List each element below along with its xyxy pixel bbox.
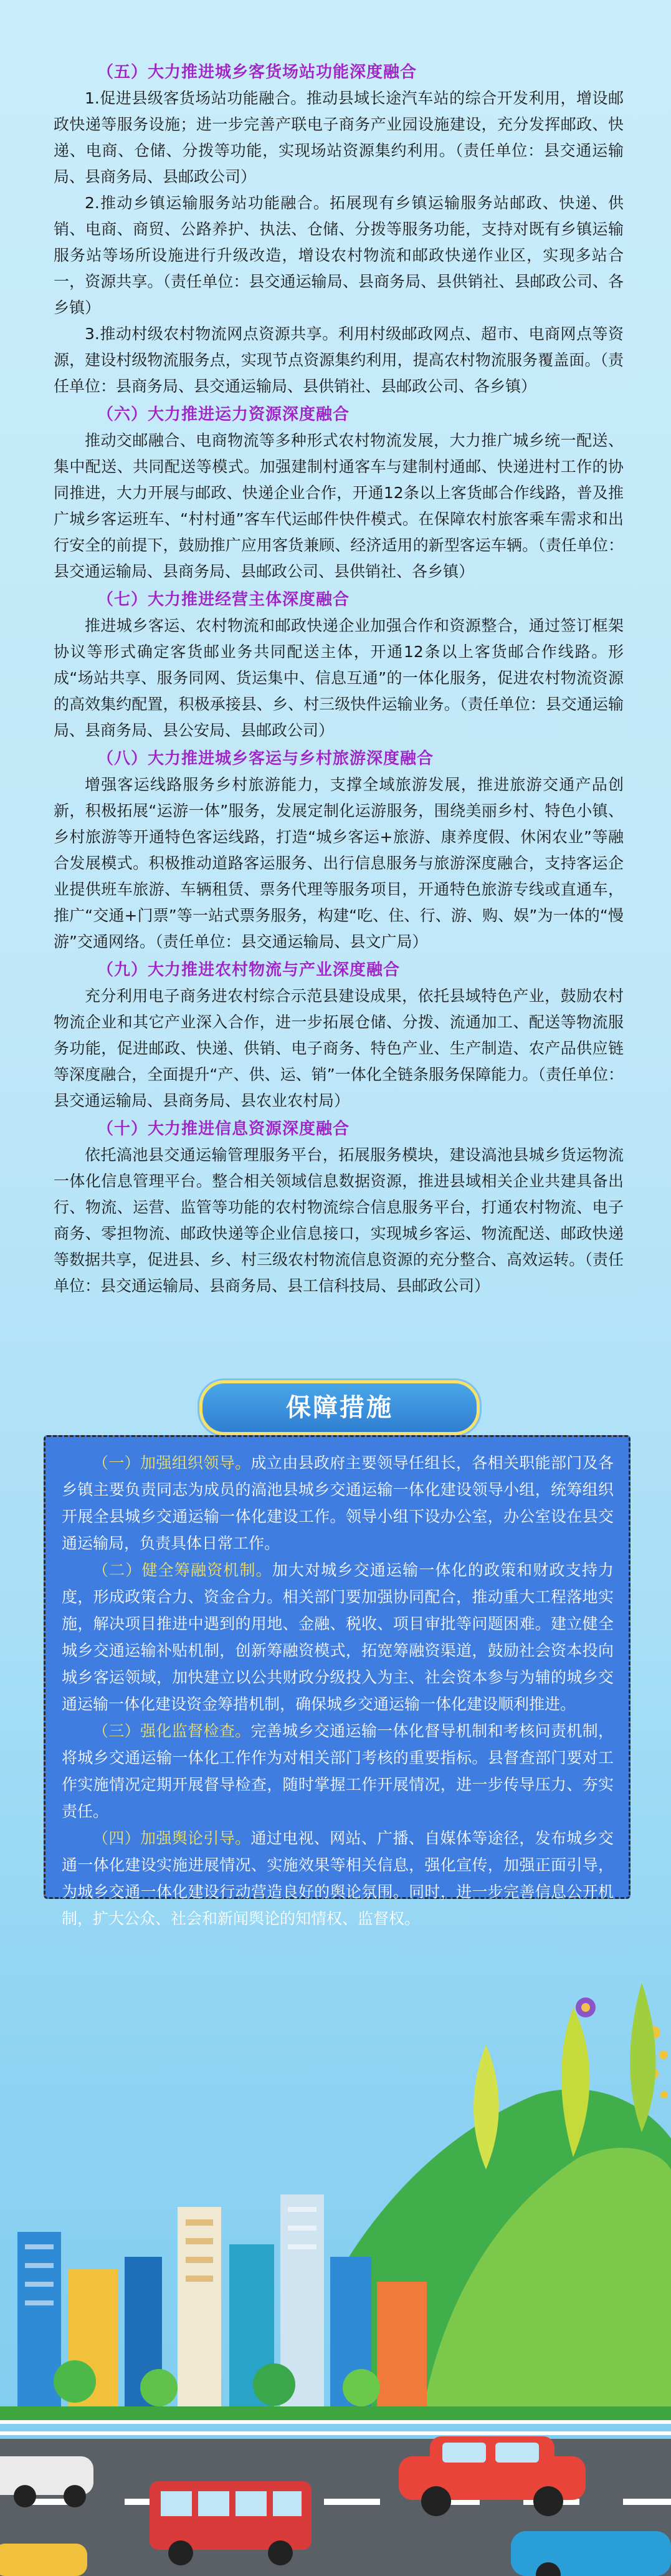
measure-head: （四）加强舆论引导。 bbox=[93, 1829, 251, 1847]
building bbox=[377, 2282, 427, 2406]
section-8 bbox=[54, 746, 624, 955]
section-7 bbox=[54, 587, 624, 744]
measures-box bbox=[44, 1435, 631, 1928]
paragraph: 推动交邮融合、电商物流等多种形式农村物流发展，大力推广城乡统一配送、集中配送、共同配送等模式。加强建制村通客车与建制村通邮、快递进村工作的协同推进，大力开展与邮政、快递企业合作，开通12条以上客货邮合作线路，普及推广城乡客运班车、“村村通”客车代运邮件快件模式。在保障农村旅客乘车需求和出行安全的前提下，鼓励推广应用客货兼顾、经济适用的新型客运车辆。（责任单位：县交通运输局、县商务局、县邮政公司、县供销社、各乡镇） bbox=[54, 431, 624, 580]
paragraph: 2.推动乡镇运输服务站功能融合。拓展现有乡镇运输服务站邮政、快递、供销、电商、商贸、公路养护、执法、仓储、分拨等服务功能，支持对既有乡镇运输服务站等场所设施进行升级改造，增设农村物流和邮政快递作业区，实现多站合一，资源共享。（责任单位：县交通运输局、县商务局、县供销社、县邮政公司、各乡镇） bbox=[54, 194, 624, 317]
measures-list bbox=[62, 1449, 614, 1932]
measure-body: 成立由县政府主要领导任组长，各相关职能部门及各乡镇主要负责同志为成员的滈池县城乡交通运输一体化建设领导小组，统筹组织开展全县城乡交通运输一体化建设工作。领导小组下设办公室，办公室设在县交通运输局，负责具体日常工作。 bbox=[62, 1454, 614, 1552]
section-title: （六）大力推进运力资源深度融合 bbox=[97, 405, 350, 424]
section-title: （八）大力推进城乡客运与乡村旅游深度融合 bbox=[97, 749, 434, 768]
measure-item bbox=[62, 1449, 614, 1557]
paragraph: 推进城乡客运、农村物流和邮政快递企业加强合作和资源整合，通过签订框架协议等形式确定客货邮业务共同配送主体，开通12条以上客货邮合作线路。形成“场站共享、服务同网、货运集中、信息互通”的一体化服务，促进农村物流资源的高效集约配置，积极承接县、乡、村三级快件运输业务。（责任单位：县交通运输局、县商务局、县公安局、县邮政公司） bbox=[54, 617, 624, 739]
city-scene-illustration bbox=[0, 1933, 671, 2576]
paragraph: 依托滈池县交通运输管理服务平台，拓展服务模块，建设滈池县城乡货运物流一体化信息管理平台。整合相关领域信息数据资源，推进县域相关企业共建具备出行、物流、运营、监管等功能的农村物流综合信息服务平台，打通农村物流、电子商务、零担物流、邮政快递等企业信息接口，实现城乡客运、物流配送、邮政快递等数据共享，促进县、乡、村三级农村物流信息资源的充分整合、高效运转。（责任单位：县交通运输局、县商务局、县工信科技局、县邮政公司） bbox=[54, 1146, 624, 1295]
paragraph: 1.促进县级客货场站功能融合。推动县域长途汽车站的综合开发利用，增设邮政快递等服务设施；进一步完善产联电子商务产业园设施建设，充分发挥邮政、快递、电商、仓储、分拨等功能，实现场站资源集约利用。（责任单位：县交通运输局、县商务局、县邮政公司） bbox=[54, 89, 624, 186]
paragraph: 增强客运线路服务乡村旅游能力，支撑全域旅游发展，推进旅游交通产品创新，积极拓展“运游一体”服务，发展定制化运游服务，围绕美丽乡村、特色小镇、乡村旅游等开通特色客运线路，打造“城乡客运+旅游、康养度假、休闲农业”等融合发展模式。积极推动道路客运服务、出行信息服务与旅游深度融合，支持客运企业提供班车旅游、车辆租赁、票务代理等服务项目，开通特色旅游专线或直通车，推广“交通+门票”等一站式票务服务，构建“吃、住、行、游、购、娱”为一体的“慢游”交通网络。（责任单位：县交通运输局、县文广局） bbox=[54, 776, 624, 951]
section-title: （十）大力推进信息资源深度融合 bbox=[97, 1120, 350, 1138]
measure-item bbox=[62, 1718, 614, 1825]
section-9 bbox=[54, 958, 624, 1114]
tree bbox=[54, 2360, 96, 2403]
tree bbox=[140, 2369, 178, 2406]
measure-item bbox=[62, 1825, 614, 1932]
section-6 bbox=[54, 402, 624, 585]
hedge bbox=[0, 2406, 671, 2420]
building bbox=[178, 2207, 221, 2406]
tree bbox=[253, 2363, 295, 2406]
main-content bbox=[54, 57, 624, 1299]
car-blue bbox=[511, 2531, 671, 2576]
section-5 bbox=[54, 60, 624, 400]
measure-item bbox=[62, 1557, 614, 1718]
paragraph: 3.推动村级农村物流网点资源共享。利用村级邮政网点、超市、电商网点等资源，建设村级物流服务点，实现节点资源集约利用，提高农村物流服务覆盖面。（责任单位：县商务局、县交通运输局、县供销社、县邮政公司、各乡镇） bbox=[54, 325, 624, 395]
car-yellow bbox=[0, 2544, 87, 2576]
measure-head: （三）强化监督检查。 bbox=[93, 1722, 251, 1740]
paragraph: 充分利用电子商务进农村综合示范县建设成果，依托县域特色产业，鼓励农村物流企业和其它产业深入合作，进一步拓展仓储、分拨、流通加工、配送等物流服务功能，促进邮政、快递、供销、电子商务、特色产业、生产制造、农产品供应链等深度融合，全面提升“产、供、运、销”一体化全链条服务保障能力。（责任单位：县交通运输局、县商务局、县农业农村局） bbox=[54, 987, 624, 1110]
section-title: （五）大力推进城乡客货场站功能深度融合 bbox=[97, 63, 417, 82]
section-banner: 保障措施 bbox=[199, 1380, 480, 1435]
section-10 bbox=[54, 1117, 624, 1299]
section-title: （九）大力推进农村物流与产业深度融合 bbox=[97, 961, 401, 979]
tree bbox=[343, 2369, 380, 2406]
measure-body: 加大对城乡交通运输一体化的政策和财政支持力度，形成政策合力、资金合力。相关部门要加强协同配合，推动重大工程落地实施，解决项目推进中遇到的用地、金融、税收、项目审批等问题困难。建立健全城乡交通运输补贴机制，创新筹融资模式，拓宽筹融资渠道，鼓励社会资本投向城乡客运领域，加快建立以公共财政分级投入为主、社会资本参与为辅的城乡交通运输一体化建设资金筹措机制，确保城乡交通运输一体化建设顺利推进。 bbox=[62, 1561, 614, 1713]
measure-body: 通过电视、网站、广播、自媒体等途径，发布城乡交通一体化建设实施进展情况、实施效果等相关信息，强化宣传，加强正面引导，为城乡交通一体化建设行动营造良好的舆论氛围。同时，进一步完善信息公开机制，扩大公众、社会和新闻舆论的知情权、监督权。 bbox=[62, 1829, 614, 1928]
measure-head: （一）加强组织领导。 bbox=[93, 1454, 251, 1472]
fence bbox=[0, 2420, 671, 2435]
measure-head: （二）健全筹融资机制。 bbox=[93, 1561, 272, 1579]
measure-body: 完善城乡交通运输一体化督导机制和考核问责机制，将城乡交通运输一体化工作作为对相关部门考核的重要指标。县督查部门要对工作实施情况定期开展督导检查，随时掌握工作开展情况，进一步传导压力、夯实责任。 bbox=[62, 1722, 614, 1820]
section-title: （七）大力推进经营主体深度融合 bbox=[97, 590, 350, 609]
